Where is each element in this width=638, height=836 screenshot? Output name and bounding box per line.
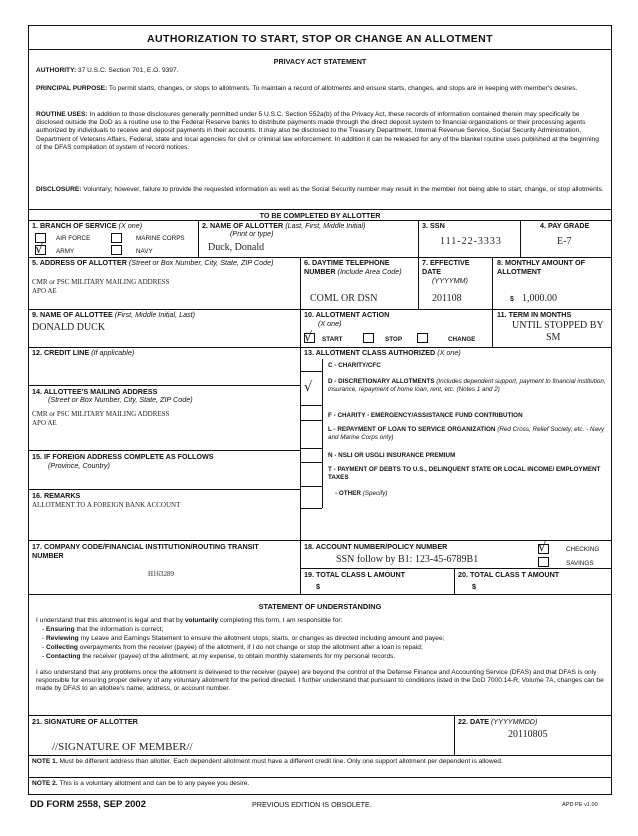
class-t-line bbox=[300, 486, 322, 487]
disclosure-text: Voluntary; however, failure to provide the requested information as well as the Social Security number may result in the member not being able to start, change, or stop allotments. bbox=[83, 186, 604, 193]
name-hint: (Last, First, Middle Initial) bbox=[285, 221, 366, 230]
note-1-text: Must be different address than allotter. Each dependent allotment must have a different credit line. Only one support allotment per dependent is allowed. bbox=[59, 758, 503, 765]
allottee-hint: (First, Middle Initial, Last) bbox=[114, 310, 196, 319]
signature-value[interactable]: //SIGNATURE OF MEMBER// bbox=[52, 741, 193, 753]
class-l-amount-dollar: $ bbox=[316, 582, 320, 591]
understanding-header: STATEMENT OF UNDERSTANDING bbox=[258, 602, 382, 611]
row3-div2 bbox=[492, 309, 493, 347]
date-value[interactable]: 20110805 bbox=[508, 729, 548, 740]
class-n-label: N - NSLI OR USGLI INSURANCE PREMIUM bbox=[328, 452, 456, 459]
air-force-label: AIR FORCE bbox=[56, 235, 91, 242]
row3-div1 bbox=[300, 309, 301, 347]
name-hint2: (Print or type) bbox=[230, 229, 274, 238]
address-label-text: 5. ADDRESS OF ALLOTTER bbox=[32, 258, 127, 267]
class-other-label bbox=[335, 490, 387, 498]
marine-corps-label: MARINE CORPS bbox=[136, 235, 185, 242]
note-1 bbox=[32, 758, 606, 766]
class-d-check-mark: √ bbox=[304, 380, 313, 395]
effective-date-hint: (YYYYMM) bbox=[432, 276, 468, 285]
class-d-hint: (Includes dependent support, payment to financial institution, insurance, repayment of home loan, rent, etc. bbox=[328, 378, 606, 393]
action-hint: (X one) bbox=[318, 319, 342, 328]
mailing-bottom bbox=[28, 450, 300, 451]
footer-form-number: DD FORM 2558, SEP 2002 bbox=[30, 799, 146, 810]
term-value-line2[interactable]: SM bbox=[546, 332, 561, 343]
pay-grade-value[interactable]: E-7 bbox=[557, 236, 572, 247]
class-l-label bbox=[328, 426, 606, 441]
marine-corps-checkbox[interactable] bbox=[111, 233, 122, 243]
class-label-text: 13. ALLOTMENT CLASS AUTHORIZED bbox=[304, 348, 436, 357]
understanding-bottom bbox=[28, 715, 612, 716]
row2-div1 bbox=[300, 257, 301, 309]
purpose-paragraph bbox=[36, 85, 604, 93]
allottee-label-text: 9. NAME OF ALLOTTEE bbox=[32, 310, 113, 319]
row1-div1 bbox=[198, 220, 199, 257]
allotter-divider-top bbox=[28, 209, 612, 210]
class-l-label-text: L - REPAYMENT OF LOAN TO SERVICE ORGANIZATION bbox=[328, 426, 496, 433]
account-value[interactable]: SSN follow by B1: 123-45-6789B1 bbox=[336, 554, 479, 565]
note-1-label: NOTE 1. bbox=[32, 758, 58, 765]
navy-checkbox[interactable] bbox=[111, 245, 122, 255]
row5-bottom bbox=[28, 594, 612, 595]
ssn-label: 3. SSN bbox=[422, 221, 445, 230]
name-label-text: 2. NAME OF ALLOTTER bbox=[202, 221, 284, 230]
army-check-mark: √ bbox=[35, 242, 44, 257]
row2-div2 bbox=[418, 257, 419, 309]
mailing-hint: (Street or Box Number, City, State, ZIP Code) bbox=[48, 395, 193, 404]
understanding-item-3-bold: Collecting bbox=[46, 644, 78, 651]
change-label: CHANGE bbox=[448, 336, 476, 343]
phone-value[interactable]: COML OR DSN bbox=[310, 293, 378, 304]
ssn-value[interactable]: 111-22-3333 bbox=[440, 236, 502, 247]
company-value[interactable]: H163289 bbox=[148, 570, 175, 578]
understanding-item-2: - Reviewing my Leave and Earnings Statement to ensure the allotment stops, starts, or changes as directed including amount and payee; bbox=[42, 635, 445, 642]
savings-label: SAVINGS bbox=[566, 560, 594, 567]
credit-line-hint: (If applicable) bbox=[91, 348, 135, 357]
class-f-label: F - CHARITY - EMERGENCY/ASSISTANCE FUND CONTRIBUTION bbox=[328, 412, 523, 419]
note-divider bbox=[28, 777, 612, 778]
understanding-item-4-bold: Contacting bbox=[46, 653, 81, 660]
note-2-label: NOTE 2. bbox=[32, 780, 58, 787]
monthly-amount-value[interactable]: 1,000.00 bbox=[522, 293, 557, 304]
understanding-item-1: - Ensuring that the information is correct; bbox=[42, 626, 164, 633]
branch-label bbox=[32, 222, 142, 231]
credit-line-label bbox=[32, 349, 134, 358]
account-label: 18. ACCOUNT NUMBER/POLICY NUMBER bbox=[304, 542, 448, 551]
row5-mid bbox=[300, 568, 612, 569]
class-l-amount-label: 19. TOTAL CLASS L AMOUNT bbox=[304, 570, 406, 579]
credit-line-label-text: 12. CREDIT LINE bbox=[32, 348, 90, 357]
savings-checkbox[interactable] bbox=[538, 557, 549, 567]
army-label: ARMY bbox=[56, 248, 75, 255]
class-l-line bbox=[300, 448, 322, 449]
signature-div bbox=[454, 715, 455, 755]
class-other-hint: (Specify) bbox=[362, 490, 388, 497]
note-2 bbox=[32, 780, 606, 788]
foreign-bottom bbox=[28, 489, 300, 490]
term-label: 11. TERM IN MONTHS bbox=[497, 310, 572, 319]
understanding-intro-b: completing this form, I am responsible for: bbox=[220, 617, 343, 624]
class-label bbox=[304, 349, 461, 358]
authority-line bbox=[36, 67, 604, 75]
foreign-label: 15. IF FOREIGN ADDRESS COMPLETE AS FOLLOWS bbox=[32, 452, 214, 461]
understanding-item-2-bold: Reviewing bbox=[46, 635, 79, 642]
class-t-amount-dollar: $ bbox=[472, 582, 476, 591]
stop-label: STOP bbox=[385, 336, 403, 343]
class-d-label bbox=[328, 378, 606, 393]
remarks-label: 16. REMARKS bbox=[32, 491, 81, 500]
foreign-hint: (Province, Country) bbox=[48, 461, 110, 470]
row5-div2 bbox=[454, 568, 455, 594]
footer-previous-edition: PREVIOUS EDITION IS OBSOLETE. bbox=[252, 800, 372, 809]
class-c-line bbox=[300, 371, 322, 372]
branch-label-text: 1. BRANCH OF SERVICE bbox=[32, 221, 117, 230]
address-label bbox=[32, 259, 274, 268]
understanding-intro-bold: voluntarily bbox=[184, 617, 219, 624]
start-check-mark: √ bbox=[304, 330, 313, 345]
effective-date-value[interactable]: 201108 bbox=[432, 293, 462, 304]
form-title: AUTHORIZATION TO START, STOP OR CHANGE AN ALLOTMENT bbox=[147, 33, 493, 45]
authority-text: 37 U.S.C. Section 701, E.O. 9397. bbox=[78, 67, 179, 74]
understanding-item-4: - Contacting the receiver (payee) of the allotment, at my expense, to obtain monthly statements for my personal records. bbox=[42, 653, 396, 660]
row4-div bbox=[300, 347, 301, 540]
name-label bbox=[202, 222, 365, 231]
mailing-value-line1[interactable]: CMR or PSC MILITARY MAILING ADDRESS bbox=[32, 410, 170, 418]
row1-div3 bbox=[520, 220, 521, 257]
phone-label-text: 6. DAYTIME TELEPHONE NUMBER bbox=[304, 258, 390, 276]
footer-version: APD PE v1.00 bbox=[562, 802, 598, 808]
company-label: 17. COMPANY CODE/FINANCIAL INSTITUTION/ROUTING TRANSIT NUMBER bbox=[32, 542, 259, 560]
privacy-header: PRIVACY ACT STATEMENT bbox=[273, 57, 367, 66]
routine-text: In addition to those disclosures generally permitted under 5 U.S.C. Section 552a(b) of the Privacy Act, these records of information contained therein may specifically be disclosed outside the DoD as a routine use to the Federal Reserve banks to distribute payments made through the direct deposit system to financial organizations or their processing agents authorized by individuals to receive and deposit payments in their accounts. It may also be disclosed to the Treasury Department, Internal Revenue Service, Social Security Administration, Department of Veterans Affairs, Federal, state and local agencies for civil or criminal law enforcement. In addition it can be released for any of the blanket routine uses published at the beginning of the DFAS compilation of system of record notices. bbox=[36, 111, 599, 151]
credit-line-bottom bbox=[28, 385, 300, 386]
mailing-label: 14. ALLOTTEE'S MAILING ADDRESS bbox=[32, 387, 158, 396]
row2-div3 bbox=[492, 257, 493, 309]
purpose-text: To permit starts, changes, or stops to allotments. To maintain a record of allotments and ensure starts, changes, and stops are in keeping with member's desires. bbox=[108, 85, 578, 92]
title-divider bbox=[28, 49, 612, 50]
routine-label: ROUTINE USES: bbox=[36, 111, 88, 118]
routine-paragraph bbox=[36, 111, 604, 152]
address-hint: (Street or Box Number, City, State, ZIP Code) bbox=[128, 258, 274, 267]
class-t-label: T - PAYMENT OF DEBTS TO U.S., DELINQUENT STATE OR LOCAL INCOME/ EMPLOYMENT TAXES bbox=[328, 466, 601, 481]
monthly-amount-label: 8. MONTHLY AMOUNT OF ALLOTMENT bbox=[497, 258, 585, 276]
branch-hint: (X one) bbox=[118, 221, 143, 230]
navy-label: NAVY bbox=[136, 248, 153, 255]
understanding-item-4-text: the receiver (payee) of the allotment, at my expense, to obtain monthly statements for my personal records. bbox=[82, 653, 396, 660]
understanding-paragraph: I also understand that any problems once the allotment is delivered to the receiver (payee) are beyond the control of the Defense Finance and Accounting Service (DFAS) and that DFAS is only responsible for ensuring proper delivery of any voluntary allotment for the period directed. I further understand that pursuant to conditions listed in the DoD 7000.14-R, Volume 7A, changes can be made by DFAS to an allottee's name, address, or account number. bbox=[36, 669, 604, 693]
allottee-label bbox=[32, 311, 195, 320]
class-t-amount-label: 20. TOTAL CLASS T AMOUNT bbox=[458, 570, 560, 579]
class-d-line bbox=[300, 405, 322, 406]
mailing-value-line2[interactable]: APO AE bbox=[32, 419, 57, 427]
class-n-line bbox=[300, 462, 322, 463]
stop-checkbox[interactable] bbox=[363, 333, 374, 343]
understanding-item-3-text: overpayments from the receiver (payee) of the allotment, if I do not change or stop the allotment after a loan is repaid; bbox=[79, 644, 423, 651]
class-f-line bbox=[300, 420, 322, 421]
understanding-item-2-text: my Leave and Earnings Statement to ensure the allotment stops, starts, or changes as directed including amount and payee; bbox=[80, 635, 445, 642]
allotter-name-value[interactable]: Duck, Donald bbox=[208, 242, 265, 253]
remarks-value[interactable]: ALLOTMENT TO A FOREIGN BANK ACCOUNT bbox=[32, 501, 181, 509]
date-label-text: 22. DATE bbox=[458, 717, 490, 726]
row4-bottom bbox=[28, 540, 612, 541]
date-label bbox=[458, 718, 537, 727]
pay-grade-label: 4. PAY GRADE bbox=[540, 221, 590, 230]
phone-hint: (Include Area Code) bbox=[337, 266, 402, 276]
checking-check-mark: √ bbox=[538, 540, 547, 555]
class-hint: (X one) bbox=[437, 348, 461, 357]
date-hint: (YYYYMMDD) bbox=[491, 717, 538, 726]
allotter-header: TO BE COMPLETED BY ALLOTTER bbox=[259, 211, 381, 220]
address-value-line2[interactable]: APO AE bbox=[32, 287, 57, 295]
change-checkbox[interactable] bbox=[417, 333, 428, 343]
signature-label: 21. SIGNATURE OF ALLOTTER bbox=[32, 717, 138, 726]
disclosure-paragraph bbox=[36, 186, 604, 194]
start-label: START bbox=[322, 336, 343, 343]
understanding-intro-a: I understand that this allotment is legal and that by bbox=[36, 617, 183, 624]
monthly-currency: $ bbox=[510, 296, 514, 303]
signature-bottom bbox=[28, 755, 612, 756]
address-value-line1[interactable]: CMR or PSC MILITARY MAILING ADDRESS bbox=[32, 278, 170, 286]
purpose-label: PRINCIPAL PURPOSE: bbox=[36, 85, 108, 92]
checking-label: CHECKING bbox=[566, 546, 600, 553]
row5-div bbox=[300, 540, 301, 594]
class-d-label-text: D - DISCRETIONARY ALLOTMENTS bbox=[328, 378, 435, 385]
understanding-item-3: - Collecting overpayments from the receiver (payee) of the allotment, if I do not change or stop the allotment after a loan is repaid; bbox=[42, 644, 423, 651]
understanding-item-1-text: that the information is correct; bbox=[76, 626, 164, 633]
understanding-intro bbox=[36, 617, 604, 625]
note-2-text: This is a voluntary allotment and can be to any payee you desire. bbox=[59, 780, 250, 787]
term-value-line1[interactable]: UNTIL STOPPED BY bbox=[512, 320, 604, 331]
row1-div2 bbox=[418, 220, 419, 257]
allottee-name-value[interactable]: DONALD DUCK bbox=[32, 322, 106, 333]
class-other-text: - OTHER bbox=[335, 490, 361, 497]
effective-date-label: 7. EFFECTIVE DATE bbox=[422, 258, 470, 276]
understanding-item-1-bold: Ensuring bbox=[46, 626, 75, 633]
authority-label: AUTHORITY: bbox=[36, 67, 77, 74]
class-d-hint2: (Notes 1 and 2) bbox=[456, 385, 500, 393]
action-label: 10. ALLOTMENT ACTION bbox=[304, 310, 390, 319]
disclosure-label: DISCLOSURE: bbox=[36, 186, 82, 193]
class-c-label: C - CHARITY/CFC bbox=[328, 362, 381, 369]
class-other-line bbox=[300, 508, 322, 509]
class-checkbox-column bbox=[322, 359, 323, 508]
class-l-hint: (Red Cross, Relief Society, etc. - Navy and Marine Corps only) bbox=[328, 426, 605, 441]
phone-label bbox=[304, 259, 412, 276]
